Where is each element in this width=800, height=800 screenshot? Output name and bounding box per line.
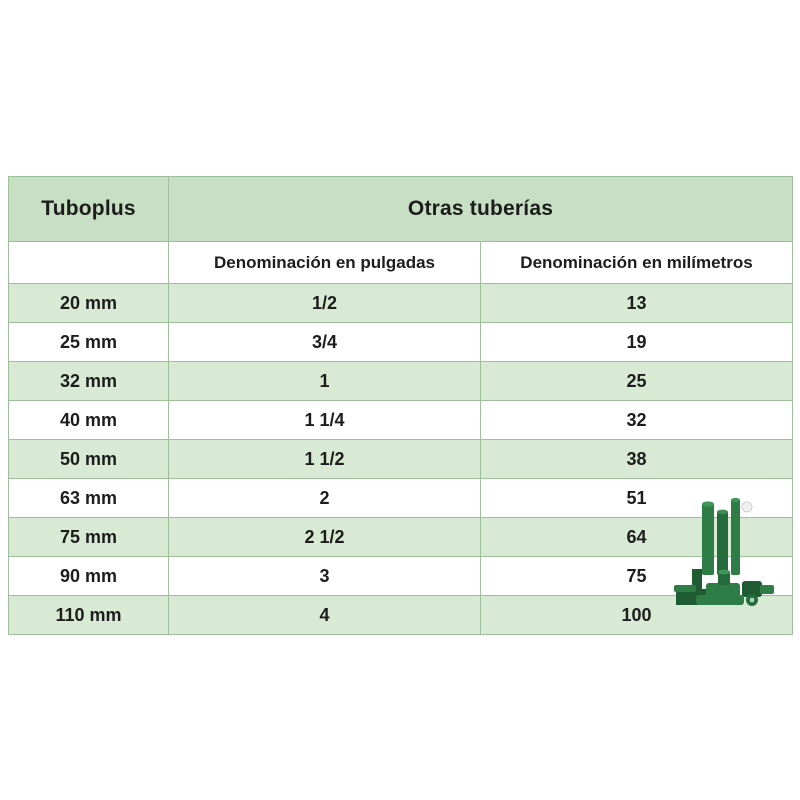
cell-pulgadas: 1 [169, 362, 481, 401]
header-row-sub [9, 242, 793, 284]
table-row [9, 362, 793, 401]
table-row [9, 518, 793, 557]
table-row [9, 596, 793, 635]
cell-tuboplus: 20 mm [9, 284, 169, 323]
spec-table-container [8, 176, 792, 635]
cell-pulgadas: 1/2 [169, 284, 481, 323]
cell-milimetros: 38 [481, 440, 793, 479]
cell-milimetros: 25 [481, 362, 793, 401]
table-row [9, 479, 793, 518]
cell-milimetros: 100 [481, 596, 793, 635]
cell-tuboplus: 25 mm [9, 323, 169, 362]
cell-pulgadas: 4 [169, 596, 481, 635]
cell-pulgadas: 3/4 [169, 323, 481, 362]
table-row [9, 284, 793, 323]
table-row [9, 323, 793, 362]
cell-tuboplus: 40 mm [9, 401, 169, 440]
cell-tuboplus: 32 mm [9, 362, 169, 401]
cell-milimetros: 64 [481, 518, 793, 557]
cell-tuboplus: 75 mm [9, 518, 169, 557]
cell-milimetros: 19 [481, 323, 793, 362]
header-sub-blank [9, 242, 169, 284]
header-denominacion-milimetros: Denominación en milímetros [481, 242, 793, 284]
header-denominacion-pulgadas: Denominación en pulgadas [169, 242, 481, 284]
header-row-main [9, 177, 793, 242]
table-row [9, 401, 793, 440]
header-tuboplus: Tuboplus [9, 177, 169, 242]
cell-milimetros: 51 [481, 479, 793, 518]
header-otras-tuberias: Otras tuberías [169, 177, 793, 242]
cell-pulgadas: 1 1/2 [169, 440, 481, 479]
cell-pulgadas: 2 [169, 479, 481, 518]
cell-tuboplus: 110 mm [9, 596, 169, 635]
cell-tuboplus: 90 mm [9, 557, 169, 596]
table-row [9, 440, 793, 479]
cell-milimetros: 75 [481, 557, 793, 596]
pipe-equivalence-table [8, 176, 793, 635]
table-body [9, 284, 793, 635]
table-header [9, 177, 793, 284]
cell-pulgadas: 3 [169, 557, 481, 596]
cell-milimetros: 13 [481, 284, 793, 323]
cell-pulgadas: 2 1/2 [169, 518, 481, 557]
cell-milimetros: 32 [481, 401, 793, 440]
cell-pulgadas: 1 1/4 [169, 401, 481, 440]
table-row [9, 557, 793, 596]
cell-tuboplus: 50 mm [9, 440, 169, 479]
cell-tuboplus: 63 mm [9, 479, 169, 518]
